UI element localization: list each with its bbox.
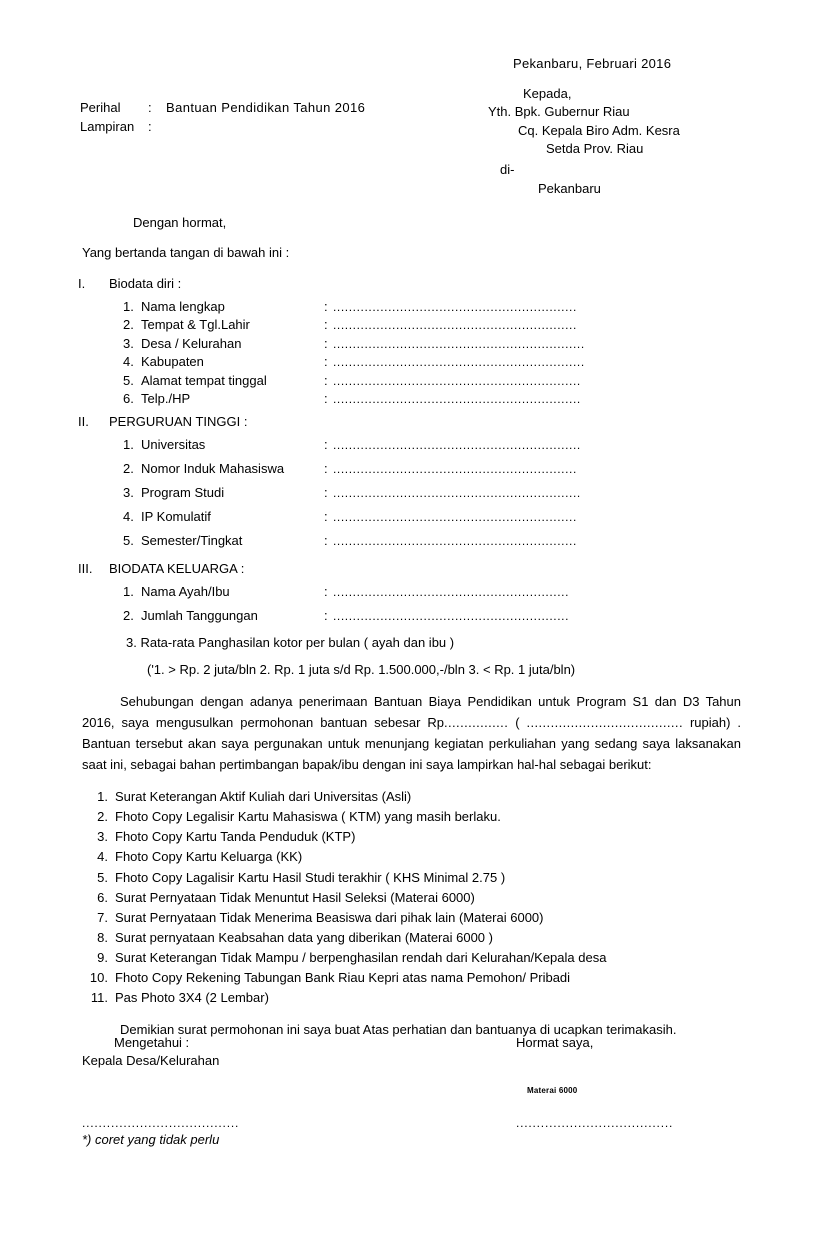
- field-colon: :: [324, 509, 328, 524]
- field-number: 2.: [123, 608, 134, 624]
- list-item-label: Fhoto Copy Rekening Tabungan Bank Riau Kepri atas nama Pemohon/ Pribadi: [115, 970, 571, 986]
- list-item-number: 11.: [90, 990, 108, 1006]
- stamp-duty-label: Materai 6000: [527, 1086, 578, 1095]
- list-item: [0, 888, 813, 908]
- field-row: [0, 461, 813, 485]
- field-blank[interactable]: ............................................................: [333, 585, 570, 600]
- list-item: [0, 847, 813, 867]
- list-item-label: Pas Photo 3X4 (2 Lembar): [115, 990, 269, 1006]
- field-label: Desa / Kelurahan: [141, 335, 242, 351]
- signature-respectfully-label: Hormat saya,: [516, 1035, 594, 1050]
- list-item-number: 3.: [97, 829, 108, 845]
- field-row: [0, 317, 813, 336]
- list-item-label: Surat Keterangan Tidak Mampu / berpenghasilan rendah dari Kelurahan/Kepala desa: [115, 950, 607, 966]
- field-number: 4.: [123, 354, 134, 370]
- amount-words-blank[interactable]: .......................................: [526, 714, 683, 730]
- field-label: Nama lengkap: [141, 298, 225, 314]
- field-number: 5.: [123, 372, 134, 388]
- field-label: Nomor Induk Mahasiswa: [141, 461, 285, 476]
- field-blank[interactable]: ..............................................................: [333, 510, 577, 524]
- list-item-number: 5.: [97, 869, 108, 885]
- signature-line-right[interactable]: ......................................: [516, 1116, 674, 1130]
- intro-line: Yang bertanda tangan di bawah ini :: [82, 245, 290, 261]
- subject-label-lampiran: Lampiran: [80, 119, 135, 135]
- signature-block-right: [516, 1035, 593, 1051]
- field-label: Semester/Tingkat: [141, 533, 243, 548]
- field-row: [0, 485, 813, 509]
- field-colon: :: [324, 317, 328, 333]
- list-item-label: Fhoto Copy Kartu Keluarga (KK): [115, 849, 303, 865]
- income-question-line: 3. Rata-rata Panghasilan kotor per bulan ( ayah dan ibu ): [126, 635, 455, 651]
- subject-block: [80, 100, 500, 139]
- list-item: [0, 868, 813, 888]
- field-label: Program Studi: [141, 485, 225, 500]
- field-row: [0, 584, 813, 608]
- field-colon: :: [324, 298, 328, 314]
- addressee-line-cq: Cq. Kepala Biro Adm. Kesra: [518, 122, 680, 138]
- field-blank[interactable]: ...............................................................: [333, 392, 581, 407]
- subject-row-lampiran: [80, 119, 500, 135]
- list-item-label: Fhoto Copy Lagalisir Kartu Hasil Studi terakhir ( KHS Minimal 2.75 ): [115, 869, 506, 885]
- field-label: Tempat & Tgl.Lahir: [141, 317, 250, 333]
- field-row: [0, 608, 813, 632]
- field-blank[interactable]: ..............................................................: [333, 462, 577, 476]
- field-blank[interactable]: ................................................................: [333, 355, 585, 370]
- addressee-line-city: Pekanbaru: [538, 181, 601, 197]
- field-row: [0, 336, 813, 355]
- field-colon: :: [324, 533, 328, 548]
- addressee-line-di: di-: [500, 162, 515, 177]
- requirements-list: [0, 787, 813, 1009]
- list-item-label: Fhoto Copy Kartu Tanda Penduduk (KTP): [115, 829, 356, 845]
- section-perguruan-tinggi: [0, 414, 813, 557]
- list-item-number: 2.: [97, 809, 108, 825]
- field-label: Nama Ayah/Ibu: [141, 584, 230, 600]
- field-label: Telp./HP: [141, 391, 191, 407]
- list-item-label: Surat pernyataan Keabsahan data yang diberikan (Materai 6000 ): [115, 929, 493, 945]
- field-row: [0, 437, 813, 461]
- section-heading: [0, 414, 813, 430]
- list-item-label: Surat Pernyataan Tidak Menerima Beasiswa dari pihak lain (Materai 6000): [115, 909, 544, 925]
- field-colon: :: [324, 335, 328, 351]
- field-label: Kabupaten: [141, 354, 204, 370]
- document-body: [0, 215, 813, 1039]
- field-number: 2.: [123, 317, 134, 333]
- signature-block-left: [82, 1035, 219, 1070]
- section-numeral: II.: [78, 413, 89, 429]
- section-title: PERGURUAN TINGGI :: [109, 413, 248, 429]
- field-number: 1.: [123, 584, 134, 600]
- list-item: [0, 948, 813, 968]
- field-colon: :: [324, 485, 328, 500]
- paragraph-part-3: rupiah) . Bantuan tersebut akan saya pergunakan untuk menunjang kegiatan perkuliahan yang sedang saya laksanakan saat ini, sebagai bahan pertimbangan bapak/ibu dengan ini saya lampirkan hal-hal sebagai berikut:: [82, 714, 741, 772]
- field-list: [0, 437, 813, 557]
- field-row: [0, 373, 813, 392]
- field-colon: :: [324, 437, 328, 452]
- field-number: 3.: [123, 335, 134, 351]
- field-blank[interactable]: ..............................................................: [333, 299, 577, 314]
- section-biodata-keluarga: [0, 561, 813, 678]
- field-blank[interactable]: ................................................................: [333, 336, 585, 351]
- field-list: [0, 299, 813, 410]
- section-heading: [0, 276, 813, 292]
- field-colon: :: [324, 354, 328, 370]
- list-item-number: 8.: [97, 929, 108, 945]
- paragraph-part-1: Sehubungan dengan adanya penerimaan Bantuan Biaya Pendidikan untuk Program S1 dan D3 Tahun 2016, saya mengusulkan permohonan bantuan sebesar Rp: [82, 693, 741, 730]
- list-item: [0, 787, 813, 807]
- list-item-number: 6.: [97, 889, 108, 905]
- list-item-number: 9.: [97, 950, 108, 966]
- list-item-label: Surat Keterangan Aktif Kuliah dari Universitas (Asli): [115, 788, 412, 804]
- section-title: BIODATA KELUARGA :: [109, 561, 245, 576]
- addressee-line-kepada: Kepada,: [523, 86, 572, 101]
- field-row: [0, 509, 813, 533]
- field-label: Universitas: [141, 437, 206, 452]
- field-blank[interactable]: ...............................................................: [333, 438, 581, 452]
- list-item: [0, 968, 813, 988]
- field-blank[interactable]: ..............................................................: [333, 318, 577, 333]
- field-blank[interactable]: ............................................................: [333, 609, 570, 624]
- field-number: 2.: [123, 461, 134, 476]
- field-row: [0, 391, 813, 410]
- field-list: [0, 584, 813, 632]
- list-item: [0, 827, 813, 847]
- list-item-number: 7.: [97, 909, 108, 925]
- subject-colon-lampiran: :: [148, 119, 152, 135]
- section-title: Biodata diri :: [109, 275, 182, 291]
- field-label: Alamat tempat tinggal: [141, 372, 267, 388]
- list-item: [0, 928, 813, 948]
- closing-paragraph: Demikian surat permohonan ini saya buat Atas perhatian dan bantuanya di ucapkan terimakasih.: [120, 1022, 677, 1038]
- addressee-block: [488, 86, 788, 200]
- amount-blank[interactable]: ................: [444, 714, 509, 730]
- field-blank[interactable]: ...............................................................: [333, 373, 581, 388]
- footnote: *) coret yang tidak perlu: [82, 1132, 220, 1147]
- field-number: 4.: [123, 509, 134, 524]
- field-number: 3.: [123, 485, 134, 500]
- field-label: Jumlah Tanggungan: [141, 608, 258, 624]
- field-blank[interactable]: ...............................................................: [333, 486, 581, 500]
- date-line: Pekanbaru, Februari 2016: [513, 56, 672, 71]
- field-colon: :: [324, 461, 328, 476]
- main-paragraph: [82, 691, 741, 775]
- signature-role-label: Kepala Desa/Kelurahan: [82, 1053, 220, 1069]
- subject-value-perihal: Bantuan Pendidikan Tahun 2016: [166, 100, 366, 115]
- section-numeral: III.: [78, 561, 93, 576]
- field-row: [0, 354, 813, 373]
- field-colon: :: [324, 608, 328, 624]
- subject-colon-perihal: :: [148, 100, 152, 115]
- signature-area: [0, 1035, 813, 1195]
- list-item-label: Surat Pernyataan Tidak Menuntut Hasil Seleksi (Materai 6000): [115, 889, 475, 905]
- field-number: 1.: [123, 298, 134, 314]
- field-row: [0, 299, 813, 318]
- subject-row-perihal: [80, 100, 500, 116]
- list-item: [0, 908, 813, 928]
- subject-label-perihal: Perihal: [80, 100, 121, 115]
- field-number: 1.: [123, 437, 134, 452]
- section-biodata-diri: [0, 276, 813, 410]
- salutation: Dengan hormat,: [133, 215, 227, 230]
- list-item-number: 10.: [89, 970, 108, 986]
- signature-acknowledge-label: Mengetahui :: [114, 1035, 190, 1050]
- field-row: [0, 533, 813, 557]
- list-item: [0, 988, 813, 1008]
- list-item: [0, 807, 813, 827]
- signature-line-left[interactable]: ......................................: [82, 1116, 240, 1130]
- field-blank[interactable]: ..............................................................: [333, 534, 577, 548]
- addressee-line-yth: Yth. Bpk. Gubernur Riau: [488, 104, 630, 120]
- field-number: 6.: [123, 391, 134, 407]
- list-item-number: 4.: [97, 849, 108, 865]
- section-numeral: I.: [78, 275, 86, 291]
- paragraph-part-2: (: [508, 714, 527, 730]
- section-heading: [0, 561, 813, 577]
- field-colon: :: [324, 584, 328, 600]
- field-number: 5.: [123, 533, 134, 548]
- income-options-line: ('1. > Rp. 2 juta/bln 2. Rp. 1 juta s/d Rp. 1.500.000,-/bln 3. < Rp. 1 juta/bln): [147, 661, 576, 677]
- field-colon: :: [324, 391, 328, 407]
- list-item-label: Fhoto Copy Legalisir Kartu Mahasiswa ( KTM) yang masih berlaku.: [115, 809, 501, 825]
- field-colon: :: [324, 372, 328, 388]
- list-item-number: 1.: [97, 788, 108, 804]
- addressee-line-setda: Setda Prov. Riau: [546, 140, 644, 156]
- field-label: IP Komulatif: [141, 509, 211, 524]
